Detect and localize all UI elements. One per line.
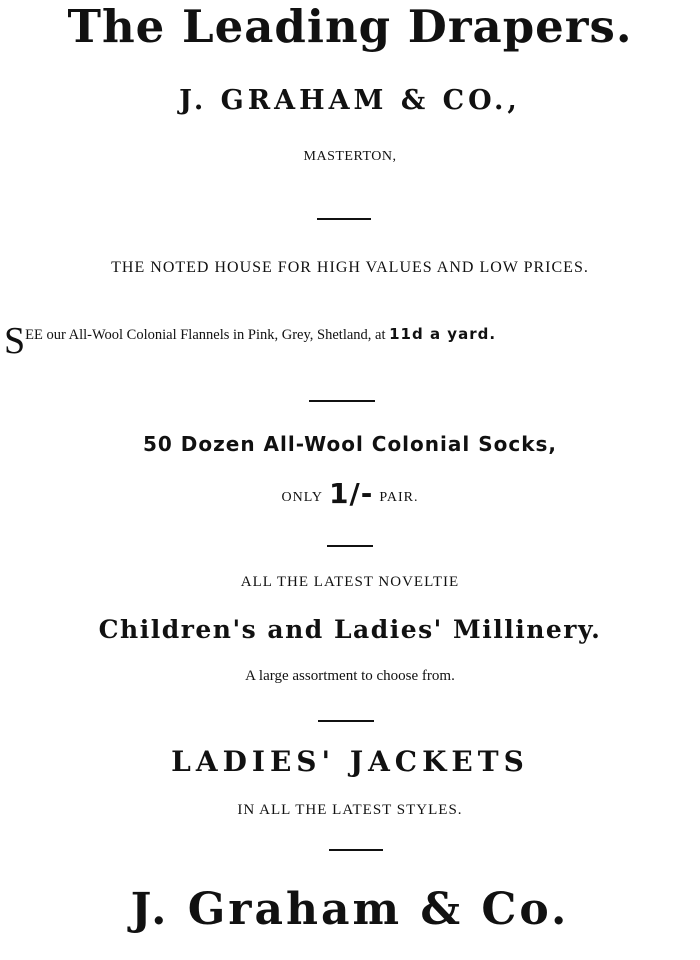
divider-rule bbox=[327, 545, 373, 547]
firm-name: J. GRAHAM & CO., bbox=[179, 85, 521, 116]
divider-rule bbox=[317, 218, 371, 220]
divider-rule bbox=[309, 400, 375, 402]
jackets-heading: LADIES' JACKETS bbox=[171, 745, 529, 778]
flannels-text: EE our All-Wool Colonial Flannels in Pink, Grey, Shetland, at bbox=[25, 327, 386, 343]
socks-price: 1/- bbox=[329, 477, 374, 510]
socks-price-line bbox=[0, 474, 700, 518]
drop-cap: S bbox=[4, 320, 26, 362]
socks-price-suffix: PAIR. bbox=[379, 490, 419, 505]
socks-heading: 50 Dozen All-Wool Colonial Socks, bbox=[142, 432, 557, 456]
novelties-intro: ALL THE LATEST NOVELTIE bbox=[240, 574, 460, 590]
millinery-note: A large assortment to choose from. bbox=[245, 668, 455, 684]
firm-town: MASTERTON, bbox=[303, 149, 397, 164]
flannels-price: 11d a yard. bbox=[389, 325, 497, 343]
jackets-note: IN ALL THE LATEST STYLES. bbox=[237, 802, 463, 818]
signature: J. Graham & Co. bbox=[130, 884, 570, 935]
divider-rule bbox=[329, 849, 383, 851]
socks-price-prefix: ONLY bbox=[281, 490, 323, 505]
millinery-heading: Children's and Ladies' Millinery. bbox=[98, 615, 602, 644]
motto: THE NOTED HOUSE FOR HIGH VALUES AND LOW PRICES. bbox=[111, 259, 589, 276]
divider-rule bbox=[318, 720, 374, 722]
flannels-advert bbox=[4, 320, 700, 362]
headline: The Leading Drapers. bbox=[67, 0, 633, 53]
